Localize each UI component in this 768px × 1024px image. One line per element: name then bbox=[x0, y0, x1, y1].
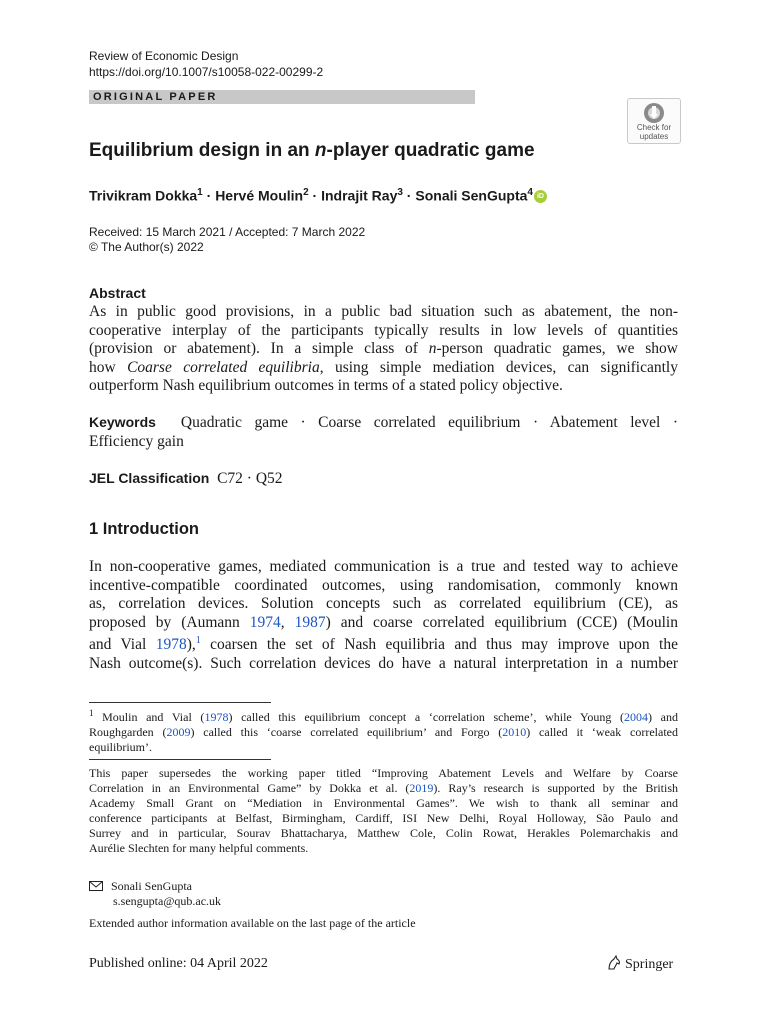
doi-link[interactable]: https://doi.org/10.1007/s10058-022-00299-2 bbox=[89, 65, 324, 79]
citation-link[interactable]: 1974 bbox=[249, 613, 281, 631]
jel-block bbox=[89, 469, 678, 489]
paper-title: Equilibrium design in an n-player quadratic game bbox=[89, 140, 535, 161]
article-type-band bbox=[89, 90, 475, 104]
author-name[interactable]: Sonali SenGupta bbox=[415, 187, 528, 204]
note-divider bbox=[89, 759, 271, 760]
footnote: $^1$ Moulin and Vial (1978) called this equilibrium concept a ‘correlation scheme’, while Young (2004) and Roughgarden (2009) called this ‘coarse correlated equilibrium’ and Forgo (2010) called it ‘weak correlated equilibrium’. bbox=[89, 708, 679, 754]
check-for-updates-badge[interactable] bbox=[627, 98, 681, 144]
introduction-body: In non-cooperative games, mediated communication is a true and tested way to achieve incentive-compatible coordinated outcomes, using randomisation, commonly known as, correlation devices. Solution concepts such as correlated equilibrium (CE), as proposed by (Aumann 1974, 1987) and coarse correlated equilibrium (CCE) (Moulin and Vial 1978),$^1$ coarsen the set of Nash equilibria and thus may improve upon the Nash outcome(s). Such correlation devices do have a natural interpretation in a number bbox=[89, 558, 678, 672]
badge-text: Check for updates bbox=[636, 123, 672, 141]
envelope-icon bbox=[89, 881, 103, 891]
dates-block bbox=[89, 225, 365, 255]
abstract-body: As in public good provisions, in a public bad situation such as abatement, the non- cooperative interplay of the participants typically results in low levels of quantities (provision or abatement). In a simple class of n-person quadratic games, we show how Coarse correlated equilibria, using simple mediation devices, can significantly outperform Nash equilibrium outcomes in terms of a stated policy objective. bbox=[89, 303, 678, 394]
copyright: © The Author(s) 2022 bbox=[89, 240, 204, 254]
footnote-divider bbox=[89, 702, 271, 703]
abstract-heading: Abstract bbox=[89, 285, 146, 301]
author-name[interactable]: Trivikram Dokka bbox=[89, 187, 198, 204]
citation-link[interactable]: 2010 bbox=[502, 725, 527, 739]
contact-email[interactable]: s.sengupta@qub.ac.uk bbox=[113, 894, 222, 908]
author-name[interactable]: Indrajit Ray bbox=[321, 187, 398, 204]
journal-name: Review of Economic Design bbox=[89, 49, 239, 63]
jel-label: JEL Classification bbox=[89, 470, 210, 486]
article-type-label: ORIGINAL PAPER bbox=[93, 91, 218, 103]
contact-name: Sonali SenGupta bbox=[111, 879, 192, 893]
corresponding-author bbox=[89, 879, 678, 909]
received-accepted: Received: 15 March 2021 / Accepted: 7 March 2022 bbox=[89, 225, 366, 239]
citation-link[interactable]: 1978 bbox=[204, 710, 229, 724]
acknowledgement-note: This paper supersedes the working paper titled “Improving Abatement Levels and Welfare by Coarse Correlation in an Environmental Game” by Dokka et al. (2019). Ray’s research is supported by the British Academy Small Grant on “Mediation in Environmental Games”. We wish to thank all seminar and conference participants at Belfast, Birmingham, Cardiff, ISI New Delhi, Royal Holloway, São Paulo and Surrey and in particular, Sourav Bhattacharya, Matthew Cole, Colin Rowat, Herakles Polemarchakis and Aurélie Slechten for many helpful comments. bbox=[89, 766, 678, 855]
publisher-name: Springer bbox=[625, 957, 674, 972]
journal-header bbox=[89, 48, 323, 80]
publisher-logo bbox=[606, 955, 673, 973]
section-heading-introduction: 1 Introduction bbox=[89, 520, 199, 538]
published-online: Published online: 04 April 2022 bbox=[89, 956, 268, 971]
citation-link[interactable]: 1978 bbox=[155, 636, 187, 654]
springer-horse-icon bbox=[606, 955, 622, 971]
citation-link[interactable]: 2004 bbox=[624, 710, 649, 724]
keywords-label: Keywords bbox=[89, 414, 156, 430]
citation-link[interactable]: 2009 bbox=[166, 725, 191, 739]
check-for-updates-icon bbox=[643, 102, 665, 124]
orcid-icon[interactable]: iD bbox=[534, 190, 547, 203]
author-name[interactable]: Hervé Moulin bbox=[215, 187, 304, 204]
jel-codes: C72 · Q52 bbox=[217, 470, 283, 487]
keywords-block: Keywords Quadratic game · Coarse correlated equilibrium · Abatement level · Efficiency gain bbox=[89, 414, 678, 450]
citation-link[interactable]: 2019 bbox=[409, 781, 434, 795]
footnote-ref[interactable]: 1 bbox=[195, 635, 201, 646]
extended-info: Extended author information available on the last page of the article bbox=[89, 916, 416, 930]
citation-link[interactable]: 1987 bbox=[294, 613, 326, 631]
author-list: Trivikram Dokka$^1$ · Hervé Moulin$^2$ · Indrajit Ray$^3$ · Sonali SenGupta$^4$ iD bbox=[89, 187, 547, 204]
